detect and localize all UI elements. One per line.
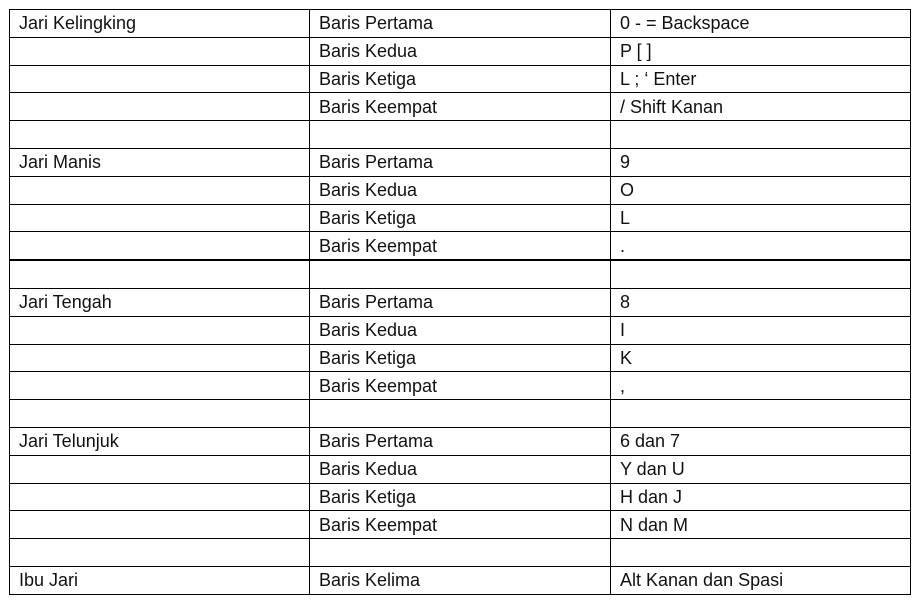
keys-cell: L ; ‘ Enter (611, 65, 911, 93)
finger-cell (10, 121, 310, 149)
table-row (10, 176, 911, 204)
row-cell: Baris Pertama (310, 427, 611, 455)
finger-cell (10, 316, 310, 344)
finger-cell (10, 344, 310, 372)
row-cell (310, 260, 611, 288)
finger-cell (10, 232, 310, 260)
table-row (10, 316, 911, 344)
keys-cell: O (611, 176, 911, 204)
spacer-row (10, 400, 911, 428)
row-cell: Baris Kelima (310, 566, 611, 594)
finger-cell (10, 204, 310, 232)
document-page (9, 9, 911, 595)
keys-cell: L (611, 204, 911, 232)
spacer-row (10, 121, 911, 149)
table-row (10, 65, 911, 93)
keys-cell: P [ ] (611, 37, 911, 65)
finger-cell: Jari Kelingking (10, 10, 310, 38)
finger-cell (10, 93, 310, 121)
keys-cell: H dan J (611, 483, 911, 511)
spacer-row (10, 260, 911, 288)
spacer-row (10, 539, 911, 567)
finger-cell: Jari Manis (10, 148, 310, 176)
finger-cell (10, 37, 310, 65)
table-row (10, 37, 911, 65)
row-cell: Baris Kedua (310, 37, 611, 65)
row-cell: Baris Pertama (310, 10, 611, 38)
table-row (10, 344, 911, 372)
row-cell: Baris Kedua (310, 316, 611, 344)
table-row (10, 288, 911, 316)
finger-cell (10, 483, 310, 511)
row-cell: Baris Keempat (310, 93, 611, 121)
finger-cell (10, 400, 310, 428)
row-cell: Baris Kedua (310, 455, 611, 483)
finger-cell (10, 372, 310, 400)
table-row (10, 10, 911, 38)
row-cell (310, 400, 611, 428)
table-row (10, 204, 911, 232)
row-cell: Baris Keempat (310, 372, 611, 400)
keys-cell: . (611, 232, 911, 260)
finger-cell (10, 176, 310, 204)
keys-cell (611, 121, 911, 149)
keys-cell: 8 (611, 288, 911, 316)
finger-cell (10, 455, 310, 483)
finger-cell (10, 65, 310, 93)
finger-key-table (9, 9, 911, 595)
finger-cell (10, 260, 310, 288)
keys-cell (611, 539, 911, 567)
table-row (10, 566, 911, 594)
keys-cell: 9 (611, 148, 911, 176)
row-cell: Baris Ketiga (310, 344, 611, 372)
keys-cell: , (611, 372, 911, 400)
finger-cell: Jari Telunjuk (10, 427, 310, 455)
keys-cell: N dan M (611, 511, 911, 539)
table-row (10, 483, 911, 511)
row-cell: Baris Pertama (310, 288, 611, 316)
keys-cell (611, 260, 911, 288)
row-cell (310, 121, 611, 149)
finger-cell: Ibu Jari (10, 566, 310, 594)
keys-cell: 0 - = Backspace (611, 10, 911, 38)
row-cell: Baris Keempat (310, 232, 611, 260)
row-cell: Baris Ketiga (310, 65, 611, 93)
table-row (10, 232, 911, 260)
table-row (10, 372, 911, 400)
keys-cell: I (611, 316, 911, 344)
finger-cell: Jari Tengah (10, 288, 310, 316)
keys-cell: 6 dan 7 (611, 427, 911, 455)
row-cell: Baris Ketiga (310, 483, 611, 511)
row-cell: Baris Pertama (310, 148, 611, 176)
finger-cell (10, 511, 310, 539)
table-row (10, 455, 911, 483)
keys-cell (611, 400, 911, 428)
finger-cell (10, 539, 310, 567)
row-cell: Baris Kedua (310, 176, 611, 204)
table-row (10, 93, 911, 121)
keys-cell: Alt Kanan dan Spasi (611, 566, 911, 594)
row-cell: Baris Keempat (310, 511, 611, 539)
keys-cell: Y dan U (611, 455, 911, 483)
row-cell: Baris Ketiga (310, 204, 611, 232)
row-cell (310, 539, 611, 567)
table-row (10, 148, 911, 176)
keys-cell: / Shift Kanan (611, 93, 911, 121)
table-row (10, 511, 911, 539)
table-row (10, 427, 911, 455)
keys-cell: K (611, 344, 911, 372)
